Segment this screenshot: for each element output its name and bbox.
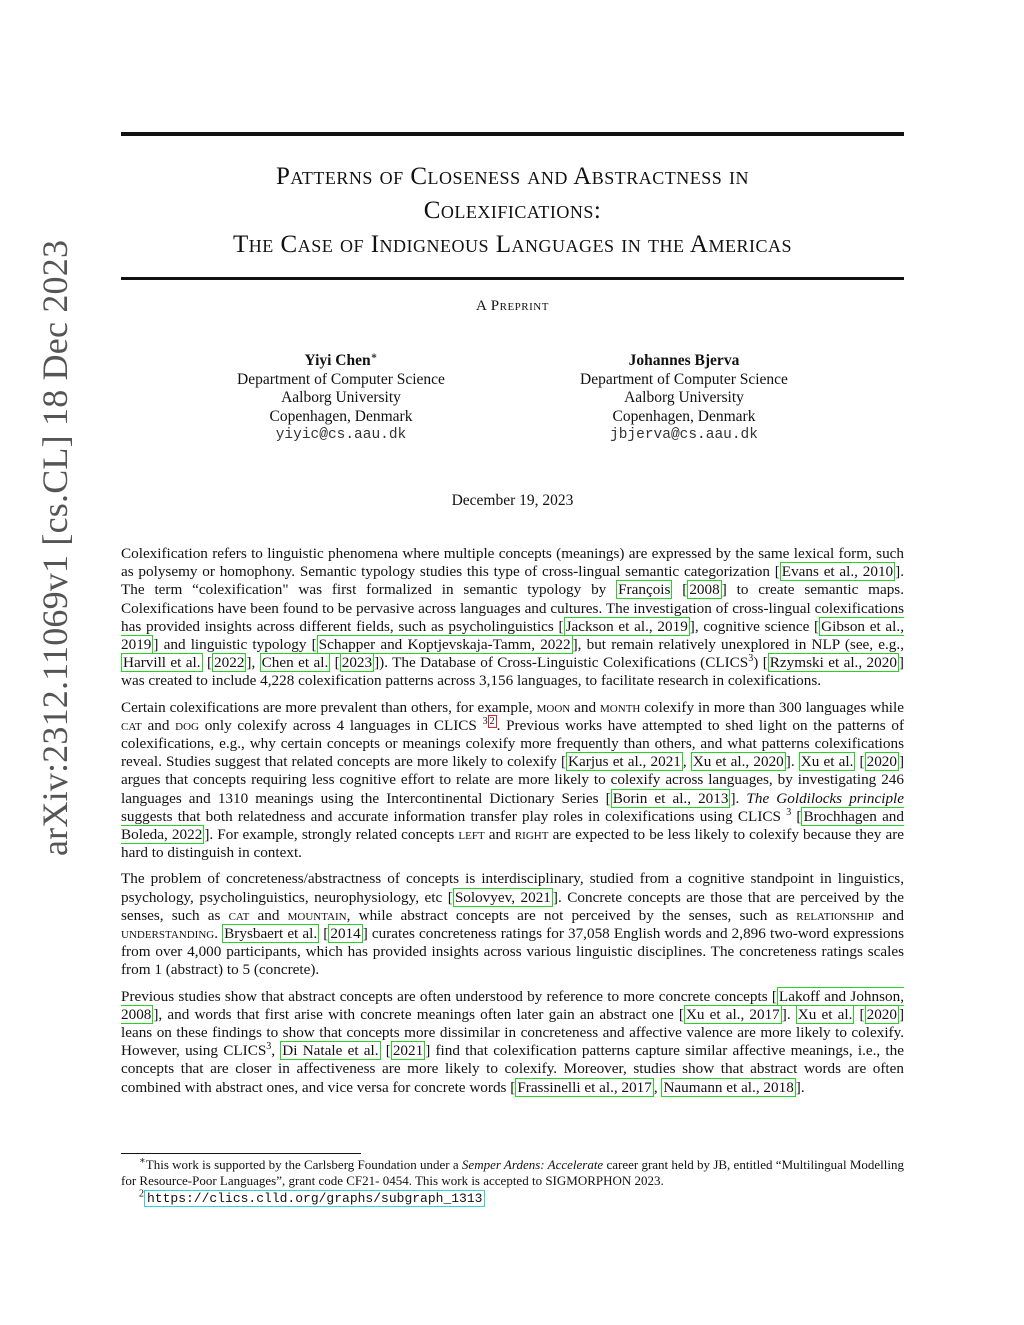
citation-link[interactable]: Solovyev, 2021 (454, 888, 551, 906)
author-university: Aalborg University (624, 389, 744, 406)
title-line-1: Patterns of Closeness and Abstractness in (275, 163, 750, 190)
citation-link[interactable]: Brochhagen and Boleda, 2022 (121, 807, 904, 844)
citation-link[interactable]: 2020 (866, 1005, 897, 1023)
author-university: Aalborg University (281, 389, 401, 406)
citation-link[interactable]: 2008 (689, 581, 720, 599)
author-location: Copenhagen, Denmark (612, 407, 756, 425)
citation-link[interactable]: Evans et al., 2010 (781, 563, 894, 581)
paragraph-1: Colexification refers to linguistic phenomena where multiple concepts (meanings) are expressed by the same lexical form, such as polysemy or homophony. Semantic typology studies this type of cross-lingual semantic categorization [ Evans et al., 2010 ]. The term “colexification" was first formalized in semantic typology by François [ 2008 ] to create semantic maps. Colexifications have been found to be pervasive across languages and cultures. The investigation of cross-lingual colexifications has provided insights across different fields, such as psycholinguistics [ Jackson et al., 2019 ], cognitive science [ Gibson et al., 2019 ] and linguistic typology [ Schapper and Koptjevskaja-Tamm, 2022 ], but remain relatively unexplored in NLP (see, e.g., Harvill et al. [ 2022 ], Chen et al. [ 2023 ]). The Database of Cross-Linguistic Colexifications (CLICS$^3$) [ Rzymski et al., 2020 ] was created to include 4,228 colexification patterns across 3,156 languages, to facilitate research in colexifications. (121, 545, 904, 690)
paper-date: December 19, 2023 (451, 492, 574, 509)
citation-link[interactable]: Rzymski et al., 2020 (769, 654, 897, 672)
footnote-rule (121, 1153, 361, 1154)
paragraph-3: The problem of concreteness/abstractness of concepts is interdisciplinary, studied from a cognitive standpoint in linguistics, psychology, psycholinguistics, neurophysiology, etc [ Solovyev, 2021 ]. Concrete concepts are those that are perceived by the senses, such as cat and mountain, while abstract concepts are not perceived by the senses, such as relationship and understanding. Brysbaert et al. [ 2014 ] curates concreteness ratings for 37,058 English words and 2,896 two-word expressions from over 4,000 participants, which has provided insights across various linguistic disciplines. The concreteness ratings scales from 1 (abstract) to 5 (concrete). (121, 870, 905, 979)
citation-link[interactable]: Brysbaert et al. (224, 925, 318, 943)
citation-link[interactable]: Jackson et al., 2019 (565, 617, 688, 635)
citation-link[interactable]: Frassinelli et al., 2017 (517, 1078, 652, 1096)
citation-link[interactable]: Xu et al., 2020 (692, 753, 784, 771)
title-rule-bottom (121, 277, 904, 280)
citation-link[interactable]: 2021 (392, 1042, 424, 1060)
footnotes (121, 1157, 904, 1207)
citation-link[interactable]: 2020 (866, 753, 897, 771)
arxiv-side-label[interactable]: arXiv:2312.11069v1 [cs.CL] 18 Dec 2023 (35, 239, 75, 856)
citation-link[interactable]: 2014 (330, 925, 361, 943)
title-line-2: Colexifications: (423, 197, 602, 224)
citation-link[interactable]: François (618, 581, 671, 599)
author-department: Department of Computer Science (580, 370, 788, 388)
title-rule-top (121, 132, 904, 136)
body-text (121, 545, 904, 1105)
footnote-2: $^2$ https://clics.clld.org/graphs/subgraph_1313 (121, 1190, 904, 1207)
citation-link[interactable]: Naumann et al., 2018 (663, 1078, 794, 1096)
citation-link[interactable]: Harvill et al. (123, 654, 201, 672)
citation-link[interactable]: Xu et al., 2017 (685, 1005, 780, 1023)
citation-link[interactable]: Chen et al. (261, 654, 329, 672)
citation-link[interactable]: Schapper and Koptjevskaja-Tamm, 2022 (318, 636, 571, 654)
citation-link[interactable]: Xu et al. (800, 753, 854, 771)
citation-link[interactable]: 2022 (214, 654, 245, 672)
footnote-link[interactable]: 2 (489, 715, 495, 727)
paper-title (121, 160, 904, 262)
author-department: Department of Computer Science (237, 370, 445, 388)
citation-link[interactable]: Lakoff and Johnson, 2008 (121, 987, 904, 1023)
preprint-label: A Preprint (476, 298, 549, 314)
paragraph-4: Previous studies show that abstract concepts are often understood by reference to more concrete concepts [ Lakoff and Johnson, 2008 ], and words that first arise with concrete meanings often later gain an abstract one [ Xu et al., 2017 ]. Xu et al. [ 2020 ] leans on these findings to show that concepts more dissimilar in concreteness and affective valence are more likely to colexify. However, using CLICS$^3$, Di Natale et al. [ 2021 ] find that colexification patterns capture similar affective meanings, i.e., the concepts that are closer in affectiveness are more likely to colexify. Moreover, studies show that abstract words are often combined with abstract ones, and vice versa for concrete words [ Frassinelli et al., 2017 , Naumann et al., 2018 ]. (121, 987, 905, 1096)
citation-link[interactable]: Xu et al. (797, 1005, 853, 1023)
author-email[interactable]: yiyic@cs.aau.dk (275, 427, 407, 443)
footnote-1: ∗This work is supported by the Carlsberg Foundation under a Semper Ardens: Accelerate career grant held by JB, entitled “Multilingual Modelling for Resource-Poor Languages”, grant code CF21- 0454. This work is accepted to SIGMORPHON 2023. (121, 1155, 904, 1188)
citation-link[interactable]: Borin et al., 2013 (612, 789, 729, 807)
author-block-2 (514, 352, 854, 445)
citation-link[interactable]: 2023 (341, 654, 373, 672)
author-block-1 (171, 352, 511, 445)
citation-link[interactable]: Karjus et al., 2021 (568, 753, 681, 771)
author-email[interactable]: jbjerva@cs.aau.dk (610, 427, 758, 443)
author-name: Johannes Bjerva (628, 352, 740, 369)
paragraph-2: Certain colexifications are more prevalent than others, for example, moon and month colexify in more than 300 languages while cat and dog only colexify across 4 languages in CLICS $^3$ $^2$ . Previous works have attempted to shed light on the patterns of colexifications, e.g., why certain concepts or meanings colexify more frequently than others, and what patterns colexifications reveal. Studies suggest that related concepts are more likely to colexify [ Karjus et al., 2021 , Xu et al., 2020 ]. Xu et al. [ 2020 ] argues that concepts requiring less cognitive effort to relate are more likely to colexify across languages, by investigating 246 languages and 1310 meanings using the Intercontinental Dictionary Series [ Borin et al., 2013 ]. The Goldilocks principle suggests that both relatedness and accurate information transfer play roles in colexifications using CLICS $^3$ [ Brochhagen and Boleda, 2022 ]. For example, strongly related concepts left and right are expected to be less likely to colexify because they are hard to distinguish in context. (121, 698, 905, 862)
author-name: Yiyi Chen∗ (304, 350, 378, 369)
author-footnote-mark[interactable]: ∗ (370, 350, 378, 362)
citation-link[interactable]: Di Natale et al. (282, 1042, 379, 1060)
title-line-3: The Case of Indigneous Languages in the Americas (233, 231, 792, 258)
author-location: Copenhagen, Denmark (269, 407, 413, 425)
citation-link[interactable]: Gibson et al., 2019 (121, 617, 904, 654)
footnote-url-link[interactable]: https://clics.clld.org/graphs/subgraph_1313 (144, 1190, 485, 1207)
